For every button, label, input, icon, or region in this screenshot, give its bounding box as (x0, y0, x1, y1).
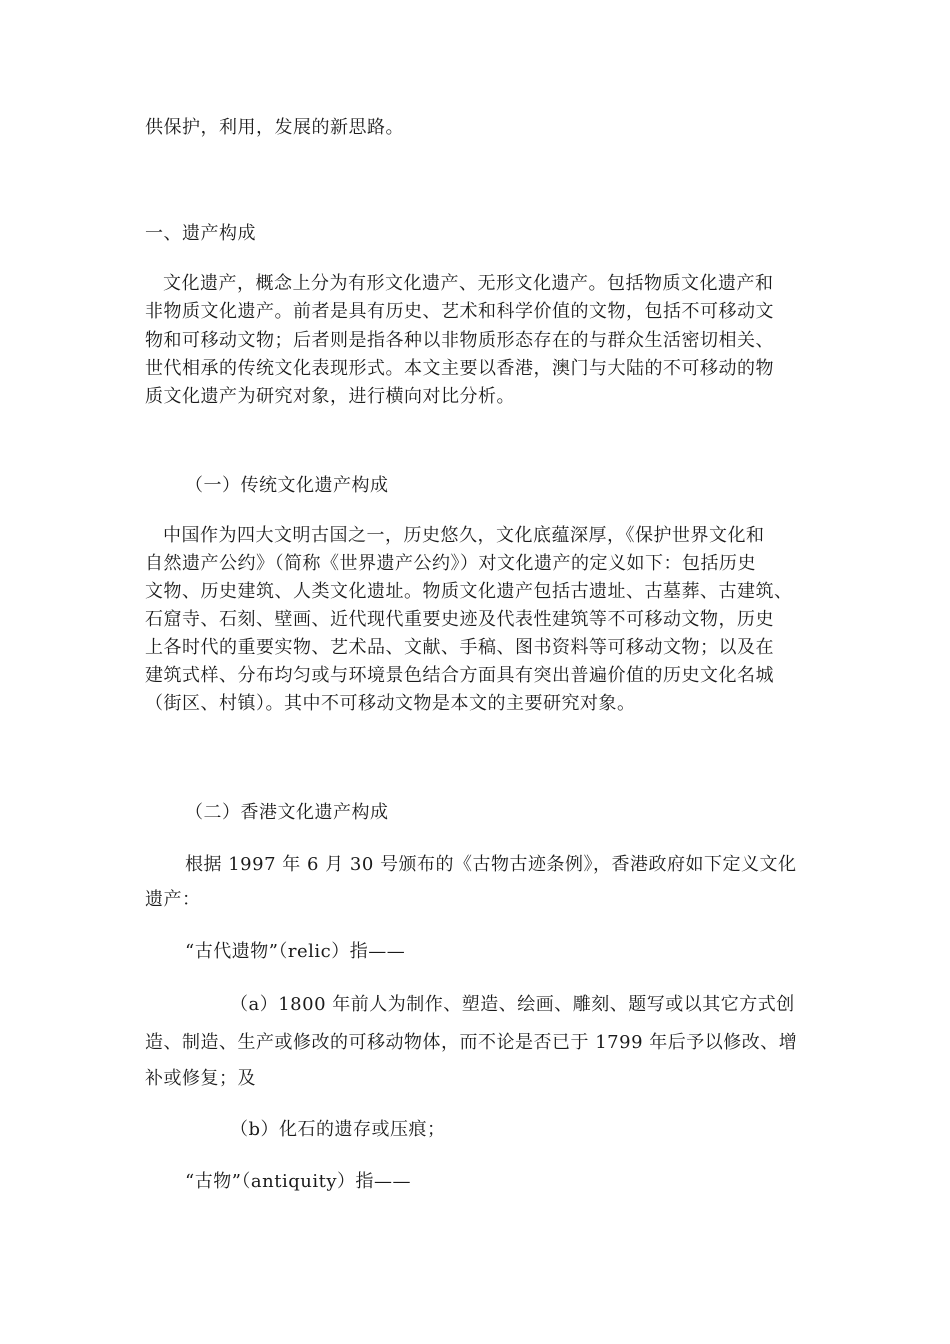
paragraph-line: 中国作为四大文明古国之一，历史悠久，文化底蕴深厚，《保护世界文化和 (163, 525, 765, 546)
paragraph-line: 自然遗产公约》（简称《世界遗产公约》）对文化遗产的定义如下：包括历史 (145, 553, 756, 574)
list-item-a-line: 补或修复；及 (145, 1068, 256, 1089)
subsection-heading: （二）香港文化遗产构成 (185, 802, 389, 823)
definition-antiquity: “古物”（antiquity）指—— (185, 1171, 411, 1192)
paragraph-line: 文化遗产，概念上分为有形文化遗产、无形文化遗产。包括物质文化遗产和 (163, 273, 774, 294)
paragraph-line: 遗产： (145, 889, 201, 910)
subsection-heading: （一）传统文化遗产构成 (185, 475, 389, 496)
paragraph-line: 质文化遗产为研究对象，进行横向对比分析。 (145, 386, 515, 407)
list-item-b: （b）化石的遗存或压痕； (230, 1119, 446, 1140)
paragraph-line: （街区、村镇）。其中不可移动文物是本文的主要研究对象。 (145, 693, 636, 714)
section-heading: 一、遗产构成 (145, 223, 256, 244)
list-item-a-line: （a）1800 年前人为制作、塑造、绘画、雕刻、题写或以其它方式创 (230, 994, 795, 1015)
paragraph-line: 根据 1997 年 6 月 30 号颁布的《古物古迹条例》，香港政府如下定义文化 (185, 854, 797, 875)
paragraph-line: 石窟寺、石刻、壁画、近代现代重要史迹及代表性建筑等不可移动文物，历史 (145, 609, 774, 630)
paragraph-line: 建筑式样、分布均匀或与环境景色结合方面具有突出普遍价值的历史文化名城 (145, 665, 774, 686)
paragraph-line: 上各时代的重要实物、艺术品、文献、手稿、图书资料等可移动文物；以及在 (145, 637, 774, 658)
paragraph-line: 非物质文化遗产。前者是具有历史、艺术和科学价值的文物，包括不可移动文 (145, 301, 774, 322)
paragraph-line: 世代相承的传统文化表现形式。本文主要以香港，澳门与大陆的不可移动的物 (145, 358, 774, 379)
paragraph-line: 文物、历史建筑、人类文化遗址。物质文化遗产包括古遗址、古墓葬、古建筑、 (145, 581, 793, 602)
definition-relic: “古代遗物”（relic）指—— (185, 941, 406, 962)
intro-tail-text: 供保护，利用，发展的新思路。 (145, 117, 404, 138)
list-item-a-line: 造、制造、生产或修改的可移动物体，而不论是否已于 1799 年后予以修改、增 (145, 1032, 798, 1053)
paragraph-line: 物和可移动文物；后者则是指各种以非物质形态存在的与群众生活密切相关、 (145, 330, 774, 351)
